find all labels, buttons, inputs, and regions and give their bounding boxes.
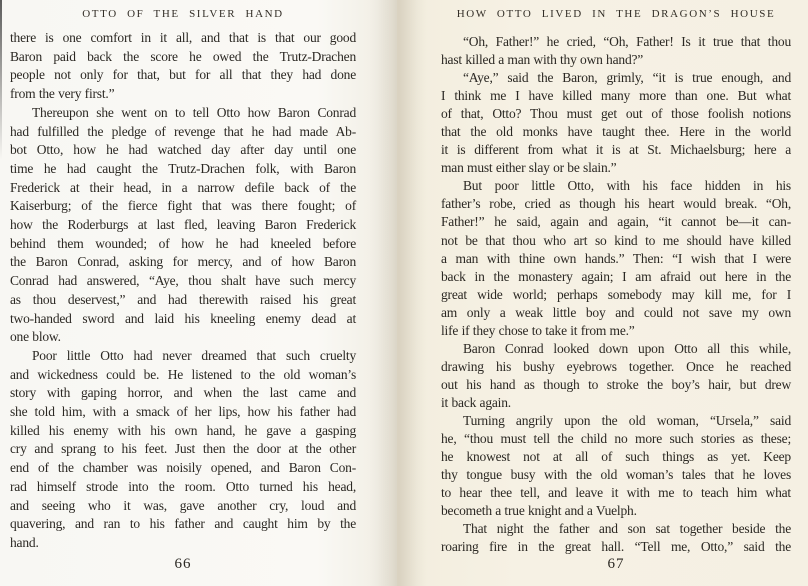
text-line: he, “thou must tell the child no more such stories as these; [441,431,791,447]
text-line: end of the chamber was noisily opened, and Baron Con- [10,460,356,476]
page-number-right: 67 [607,556,625,572]
text-line: Poor little Otto had never dreamed that such cruelty [32,347,356,363]
paragraph [10,347,356,553]
text-line: time he had caught the Trutz-Drachen folk, with Baron [10,160,356,176]
text-line: had fulfilled the pledge of revenge that he had made Ab- [10,123,356,139]
text-line: Baron Conrad looked down upon Otto all this while, [463,340,791,356]
text-line: killed his enemy with his own hand, he gave a gasping [10,422,356,438]
text-line: hast killed a man with thy own hand?” [441,52,644,68]
paragraph [441,69,791,177]
page-right [397,0,808,586]
text-line: life if they chose to take it from me.” [441,322,635,338]
text-line: how the Roderburgs at last fled, leaving Baron Frederick [10,217,356,233]
text-line: great wide world; perhaps somebody may kill me, for I [441,286,791,302]
text-line: she told him, with a smack of her lips, how his father had [10,404,356,420]
text-line: story with gaping horror, and when the last came and [10,385,356,401]
text-line: Baron paid back the score he owed the Trutz-Drachen [10,48,356,64]
page-left [0,0,397,586]
text-line: a man with thine own hands.” Then: “I wish that I were [441,250,791,266]
text-line: father’s robe, cried as though his heart would break. “Oh, [441,196,791,212]
text-block-right [441,33,791,556]
text-line: I think me I have killed many more than one. But what [441,88,791,104]
paragraph [441,177,791,339]
text-line: Frederick at their head, in a narrow defile back of the [10,179,356,195]
text-line: But poor little Otto, with his face hidden in his [463,178,791,194]
text-line: cry and sprang to his feet. Just then the door at the other [10,441,356,457]
paragraph [441,412,791,520]
text-line: drawing his bushy eyebrows together. Once he reached [441,358,791,374]
text-line: hand. [10,534,39,550]
text-line: Conrad had answered, “Aye, thou shalt have such mercy [10,273,356,289]
text-line: rad himself strode into the room. Otto turned his head, [10,478,356,494]
paragraph [441,340,791,412]
text-line: back in the monastery again; I am afraid out here in the [441,268,791,284]
text-line: two-handed sword and laid his kneeling enemy dead at [10,310,356,326]
text-line: behind them wounded; of how he had kneeled before [10,235,356,251]
text-line: man must either slay or be slain.” [441,160,617,176]
text-line: from the very first.” [10,86,115,102]
text-line: bot Otto, how he had watched day after day until one [10,142,356,158]
running-header-right: HOW OTTO LIVED IN THE DRAGON’S HOUSE [456,8,776,20]
text-line: that the old monks have taught thee. Here in the world [441,124,791,140]
text-line: thy tongue busy with the old woman’s tales that he loves [441,467,791,483]
text-line: That night the father and son sat together beside the [463,521,791,537]
text-line: Thereupon she went on to tell Otto how Baron Conrad [32,104,356,120]
paragraph [10,29,356,104]
scan-edge-artifact [0,0,2,160]
paragraph [10,104,356,347]
text-line: to hear thee tell, and leave it with me to teach him what [441,485,791,501]
text-line: of that, Otto? Thou must get out of those foolish notions [441,106,791,122]
paragraph [441,520,791,556]
text-line: Turning angrily upon the old woman, “Ursela,” said [463,412,791,428]
text-line: not be that thou who art so kind to me should have killed [441,232,791,248]
text-line: Kaiserburg; of the fierce fight that was there fought; of [10,198,356,214]
text-line: Father!” he said, again and again, “it cannot be—it can- [441,214,791,230]
text-line: out his hand as though to stroke the boy’s hair, but drew [441,376,791,392]
text-line: it is different from what it is at St. Michaelsburg; here a [441,142,791,158]
text-line: “Oh, Father!” he cried, “Oh, Father! Is it true that thou [463,34,791,49]
text-line: he knowest not at all of such things as yet. Keep [441,449,791,465]
text-line: becometh a true knight and a Vuelph. [441,503,637,519]
text-line: roaring fire in the great hall. “Tell me, Otto,” said the [441,539,791,555]
text-line: there is one comfort in it all, and that is that our good [10,30,356,45]
paragraph [441,33,791,69]
text-line: it back again. [441,394,511,410]
text-line: “Aye,” said the Baron, grimly, “it is true enough, and [463,70,791,86]
text-line: and seeing who it was, gave another cry, loud and [10,497,356,513]
text-line: quavering, and ran to his father and caught him by the [10,516,356,532]
text-line: and wickedness could be. He listened to the old woman’s [10,366,356,382]
running-header-left: OTTO OF THE SILVER HAND [82,8,284,20]
page-number-left: 66 [174,556,192,572]
text-line: am only a weak little boy and could not save my own [441,304,791,320]
text-line: one blow. [10,329,61,345]
text-line: the Baron Conrad, asking for mercy, and of how Baron [10,254,356,270]
text-line: people not only for that, but for all that they had done [10,67,356,83]
text-block-left [10,29,356,553]
text-line: as thou deservest,” and had therewith raised his great [10,291,356,307]
